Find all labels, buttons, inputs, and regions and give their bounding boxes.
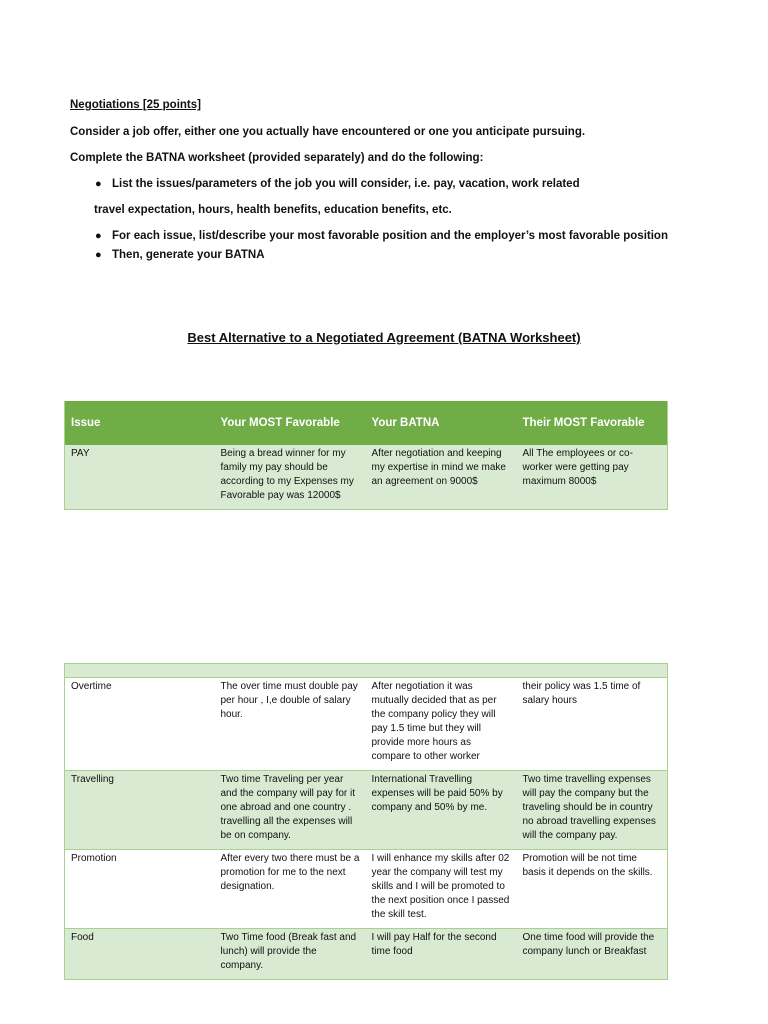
- bullet-dot: ●: [95, 230, 102, 242]
- table-header-row: [65, 401, 668, 445]
- issue-cell: PAY: [65, 445, 215, 510]
- issue-cell: Promotion: [65, 850, 215, 929]
- batna-table-continued: [64, 663, 668, 980]
- issue-cell: Overtime: [65, 678, 215, 771]
- your-most-favorable-cell: Two Time food (Break fast and lunch) will provide the company.: [215, 929, 366, 980]
- bullet-1-text: List the issues/parameters of the job you will consider, i.e. pay, vacation, work related: [112, 178, 580, 190]
- table-row: [65, 929, 668, 980]
- their-most-favorable-cell: All The employees or co-worker were getting pay maximum 8000$: [517, 445, 668, 510]
- header-their-most-favorable: Their MOST Favorable: [517, 401, 668, 445]
- intro-line-1: Consider a job offer, either one you actually have encountered or one you anticipate pursuing.: [70, 126, 586, 138]
- your-most-favorable-cell: After every two there must be a promotion for me to the next designation.: [215, 850, 366, 929]
- issue-cell: Travelling: [65, 771, 215, 850]
- header-your-batna: Your BATNA: [366, 401, 517, 445]
- bullet-dot: ●: [95, 178, 102, 190]
- your-batna-cell: International Travelling expenses will be paid 50% by company and 50% by me.: [366, 771, 517, 850]
- your-batna-cell: After negotiation it was mutually decided that as per the company policy they will pay 1.5 time but they will provide more hours as compare to other worker: [366, 678, 517, 771]
- your-most-favorable-cell: The over time must double pay per hour , I,e double of salary hour.: [215, 678, 366, 771]
- header-your-most-favorable: Your MOST Favorable: [215, 401, 366, 445]
- table-row: [65, 771, 668, 850]
- bullet-1-continuation: travel expectation, hours, health benefits, education benefits, etc.: [94, 204, 452, 216]
- your-most-favorable-cell: Being a bread winner for my family my pay should be according to my Expenses my Favorable pay was 12000$: [215, 445, 366, 510]
- their-most-favorable-cell: Two time travelling expenses will pay the company but the traveling should be in country no abroad travelling expenses will the company pay.: [517, 771, 668, 850]
- table-spacer-row: [65, 664, 668, 678]
- batna-table-top: [64, 401, 668, 510]
- your-batna-cell: I will enhance my skills after 02 year the company will test my skills and I will be promoted to the next position once I passed the skill test.: [366, 850, 517, 929]
- issue-cell: Food: [65, 929, 215, 980]
- header-issue: Issue: [65, 401, 215, 445]
- their-most-favorable-cell: Promotion will be not time basis it depends on the skills.: [517, 850, 668, 929]
- your-batna-cell: After negotiation and keeping my expertise in mind we make an agreement on 9000$: [366, 445, 517, 510]
- their-most-favorable-cell: their policy was 1.5 time of salary hours: [517, 678, 668, 771]
- table-row: [65, 445, 668, 510]
- worksheet-title: Best Alternative to a Negotiated Agreement (BATNA Worksheet): [187, 330, 581, 345]
- intro-line-2: Complete the BATNA worksheet (provided separately) and do the following:: [70, 152, 484, 164]
- table-row: [65, 850, 668, 929]
- assignment-heading: Negotiations [25 points]: [70, 99, 201, 111]
- table-row: [65, 678, 668, 771]
- bullet-dot: ●: [95, 249, 102, 261]
- your-most-favorable-cell: Two time Traveling per year and the company will pay for it one abroad and one country . travelling all the expenses will be on company.: [215, 771, 366, 850]
- your-batna-cell: I will pay Half for the second time food: [366, 929, 517, 980]
- bullet-2-text: For each issue, list/describe your most favorable position and the employer’s most favorable position: [112, 230, 668, 242]
- their-most-favorable-cell: One time food will provide the company lunch or Breakfast: [517, 929, 668, 980]
- bullet-3-text: Then, generate your BATNA: [112, 249, 265, 261]
